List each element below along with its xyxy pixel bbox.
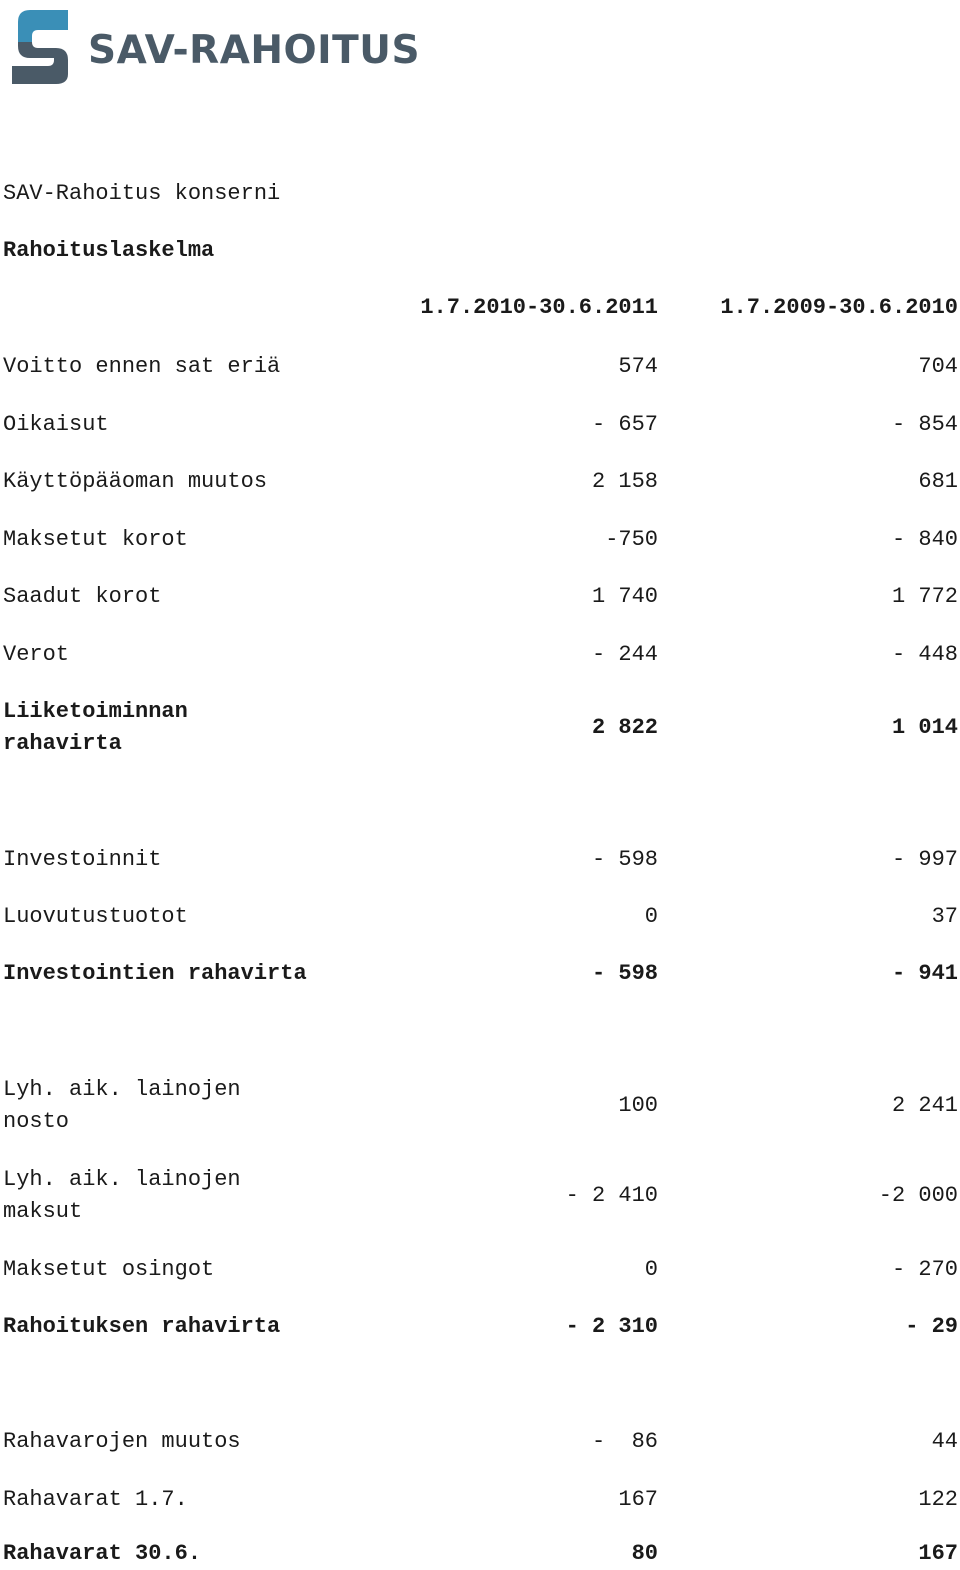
row-value-current: 2 158 [591,469,658,494]
row-label: Maksetut korot [3,527,188,552]
row-value-current: -750 [605,527,658,552]
period-header-current: 1.7.2010-30.6.2011 [420,295,658,320]
row-value-previous: - 448 [891,642,958,667]
row-value-previous: - 854 [891,412,958,437]
sav-rahoitus-logo [8,8,448,88]
row-value-previous: 1 014 [891,715,958,740]
row-value-previous: 704 [918,354,958,379]
row-value-current: 1 740 [591,584,658,609]
row-label: Käyttöpääoman muutos [3,469,268,494]
row-label: Saadut korot [3,584,162,609]
row-value-current: 100 [618,1093,658,1118]
row-label: Luovutustuotot [3,904,188,929]
row-value-current: 0 [644,1257,658,1282]
row-value-current: - 86 [591,1429,658,1454]
row-label: Maksetut osingot [3,1257,215,1282]
row-label: Rahavarat 1.7. [3,1487,188,1512]
period-header-previous: 1.7.2009-30.6.2010 [720,295,958,320]
row-value-previous: 122 [918,1487,958,1512]
row-value-previous: 1 772 [891,584,958,609]
row-value-current: - 657 [591,412,658,437]
row-value-current: - 244 [591,642,658,667]
row-value-current: - 2 410 [565,1183,658,1208]
row-value-current: 2 822 [591,715,658,740]
row-label: Rahavarojen muutos [3,1429,241,1454]
row-label: Oikaisut [3,412,109,437]
row-value-previous: - 29 [905,1314,958,1339]
row-label: Rahoituksen rahavirta [3,1314,281,1339]
row-value-previous: 37 [931,904,958,929]
row-value-previous: 167 [918,1541,958,1566]
row-value-previous: 44 [931,1429,958,1454]
row-label: Lyh. aik. lainojen nosto [3,1077,241,1134]
row-value-current: 80 [631,1541,658,1566]
row-value-previous: -2 000 [878,1183,958,1208]
row-value-previous: - 270 [891,1257,958,1282]
row-value-previous: 2 241 [891,1093,958,1118]
row-value-previous: - 840 [891,527,958,552]
row-label: Lyh. aik. lainojen maksut [3,1167,241,1224]
row-value-current: 167 [618,1487,658,1512]
row-value-previous: - 941 [891,961,958,986]
company-name: SAV-Rahoitus konserni [3,181,281,206]
row-value-current: - 598 [591,847,658,872]
logo-wordmark: SAV-RAHOITUS [88,28,421,73]
row-label: Investointien rahavirta [3,961,307,986]
row-value-current: 0 [644,904,658,929]
row-label: Voitto ennen sat eriä [3,354,281,379]
row-value-current: - 598 [591,961,658,986]
statement-title: Rahoituslaskelma [3,238,215,263]
row-label: Investoinnit [3,847,162,872]
row-label: Verot [3,642,70,667]
row-value-current: - 2 310 [565,1314,658,1339]
row-value-current: 574 [618,354,658,379]
row-label: Rahavarat 30.6. [3,1541,202,1566]
logo-mark-icon [8,8,72,88]
row-value-previous: 681 [918,469,958,494]
row-label: Liiketoiminnan rahavirta [3,699,188,756]
row-value-previous: - 997 [891,847,958,872]
